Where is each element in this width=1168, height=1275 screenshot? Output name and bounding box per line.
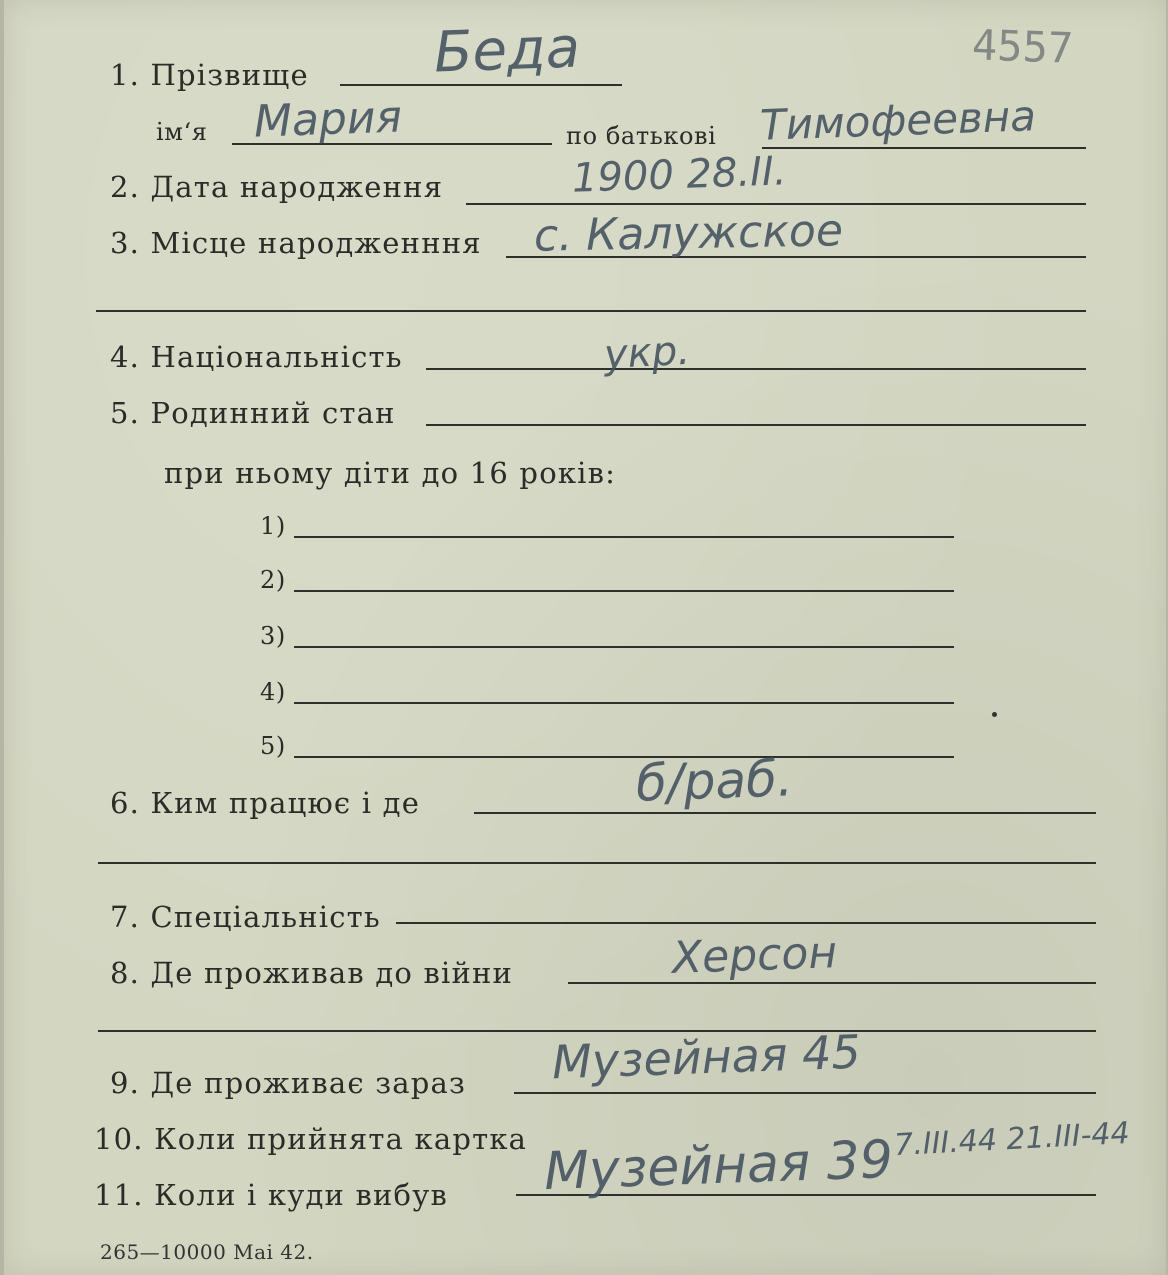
nationality-entry: укр.	[602, 327, 692, 379]
birth-place-line-2	[96, 310, 1086, 312]
surname-label: 1. Прізвище	[110, 58, 309, 92]
child-1-label: 1)	[260, 512, 286, 540]
card-accepted-label: 10. Коли прийнята картка	[94, 1122, 528, 1156]
occupation-entry: б/раб.	[635, 749, 794, 813]
family-status-line	[426, 424, 1086, 426]
print-code: 265—10000 Mai 42.	[100, 1240, 314, 1264]
birth-place-label: 3. Місце народженння	[110, 226, 482, 260]
child-5-label: 5)	[260, 732, 286, 760]
child-4-line	[294, 702, 954, 704]
prewar-residence-line	[568, 982, 1096, 984]
prewar-residence-line-2	[98, 1030, 1096, 1032]
archive-number: 4557	[971, 20, 1074, 73]
paper-speck	[992, 712, 997, 717]
occupation-line-2	[98, 862, 1096, 864]
name-label: ім‘я	[156, 118, 208, 146]
nationality-label: 4. Національність	[110, 340, 403, 374]
departure-entry: Музейная 39	[543, 1129, 894, 1203]
child-4-label: 4)	[260, 678, 286, 706]
birth-date-label: 2. Дата народження	[110, 170, 444, 204]
birth-date-line	[466, 203, 1086, 205]
patronymic-entry: Тимофеевна	[759, 91, 1037, 150]
specialty-label: 7. Спеціальність	[110, 900, 381, 934]
current-residence-line	[514, 1092, 1096, 1094]
name-entry: Мария	[253, 91, 403, 148]
birth-date-entry: 1900 28.II.	[571, 148, 788, 202]
children-label: при ньому діти до 16 років:	[164, 456, 617, 490]
surname-entry: Беда	[432, 15, 581, 86]
registration-card	[4, 0, 1166, 1275]
birth-place-entry: с. Калужское	[533, 205, 844, 262]
nationality-line	[426, 368, 1086, 370]
prewar-residence-label: 8. Де проживав до війни	[110, 956, 514, 990]
current-residence-entry: Музейная 45	[551, 1024, 862, 1090]
child-3-line	[294, 646, 954, 648]
child-2-line	[294, 590, 954, 592]
prewar-residence-entry: Херсон	[671, 927, 838, 984]
family-status-label: 5. Родинний стан	[110, 396, 396, 430]
patronymic-label: по батькові	[566, 122, 717, 150]
child-5-line	[294, 756, 954, 758]
child-2-label: 2)	[260, 566, 286, 594]
surname-line	[340, 84, 622, 86]
occupation-line	[474, 812, 1096, 814]
child-1-line	[294, 536, 954, 538]
child-3-label: 3)	[260, 622, 286, 650]
occupation-label: 6. Ким працює і де	[110, 786, 421, 820]
current-residence-label: 9. Де проживає зараз	[110, 1066, 467, 1100]
departure-date-entry: 7.III.44 21.III-44	[893, 1115, 1131, 1164]
specialty-line	[396, 922, 1096, 924]
departure-label: 11. Коли і куди вибув	[94, 1178, 448, 1212]
